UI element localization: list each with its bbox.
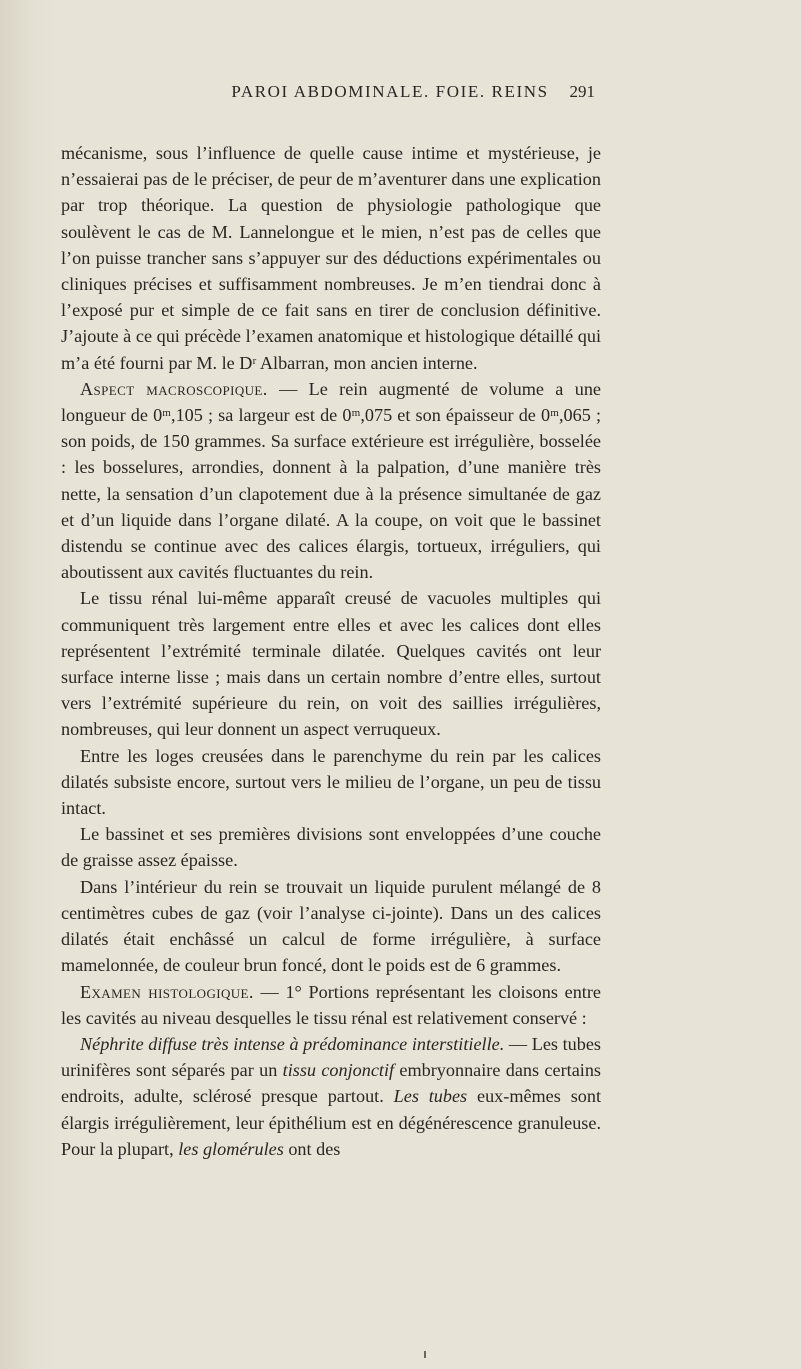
paragraph-8-italic-d: les glomérules	[178, 1138, 284, 1159]
print-mark	[424, 1351, 426, 1358]
paragraph-2-text: — Le rein augmenté de volume a une longueur de 0ᵐ,105 ; sa largeur est de 0ᵐ,075 et son épaisseur de 0ᵐ,065 ; son poids, de 150 grammes. Sa surface extérieure est irrégulière, bosselée : les bosselures, arrondies, donnent à la palpation, d’une manière très nette, la sensation d’un clapotement due à la présence simultanée de gaz et d’un liquide dans l’organe dilaté. A la coupe, on voit que le bassinet distendu se continue avec des calices élargis, tortueux, irréguliers, qui aboutissent aux cavités fluctuantes du rein.	[61, 378, 601, 583]
paragraph-8-text-c: eux-mêmes sont élargis irrégulièrement, leur épithélium est en dégénérescence granuleuse. Pour la plupart,	[61, 1086, 602, 1159]
paragraph-8-italic-c: Les tubes	[393, 1086, 468, 1107]
paragraph-8-text-d: ont des	[283, 1138, 341, 1159]
body-text	[61, 140, 601, 1162]
section-heading-histologic: Examen histologique.	[80, 981, 254, 1002]
paragraph-6: Dans l’intérieur du rein se trouvait un liquide purulent mélangé de 8 centimètres cubes de gaz (voir l’analyse ci-jointe). Dans un des calices dilatés était enchâssé un calcul de forme irrégulière, à surface mamelonnée, de couleur brun foncé, dont le poids est de 6 grammes.	[61, 876, 601, 976]
section-heading-macroscopic: Aspect macroscopique.	[80, 378, 268, 399]
paragraph-8-italic-a: Néphrite diffuse très intense à prédominance interstitielle.	[80, 1033, 505, 1054]
paragraph-1: mécanisme, sous l’influence de quelle cause intime et mystérieuse, je n’essaierai pas de le préciser, de peur de m’aventurer dans une explication par trop théorique. La question de physiologie pathologique que soulèvent le cas de M. Lannelongue et le mien, n’est pas de celles que l’on puisse trancher sans s’appuyer sur des déductions expérimentales ou cliniques précises et suffisamment nombreuses. Je m’en tiendrai donc à l’exposé pur et simple de ce fait sans en tirer de conclusion définitive. J’ajoute à ce qui précède l’examen anatomique et histologique détaillé qui m’a été fourni par M. le Dʳ Albarran, mon ancien interne.	[61, 143, 601, 373]
paragraph-7	[61, 979, 601, 1031]
paragraph-8-text-b: embryonnaire dans certains endroits, adulte, sclérosé presque partout.	[61, 1060, 601, 1107]
page-number: 291	[569, 82, 595, 101]
page-gutter-shadow	[0, 0, 56, 1369]
paragraph-5: Le bassinet et ses premières divisions sont enveloppées d’une couche de graisse assez épaisse.	[61, 824, 601, 871]
running-title: PAROI ABDOMINALE. FOIE. REINS	[231, 82, 549, 101]
paragraph-7-text: — 1° Portions représentant les cloisons entre les cavités au niveau desquelles le tissu rénal est relativement conservé :	[61, 981, 601, 1028]
paragraph-8-italic-b: tissu conjonctif	[282, 1060, 395, 1081]
paragraph-4: Entre les loges creusées dans le parenchyme du rein par les calices dilatés subsiste encore, surtout vers le milieu de l’organe, un peu de tissu intact.	[61, 745, 601, 819]
paragraph-3: Le tissu rénal lui-même apparaît creusé de vacuoles multiples qui communiquent très largement entre elles et avec les calices dont elles représentent l’extrémité terminale dilatée. Quelques cavités ont leur surface interne lisse ; mais dans un certain nombre d’entre elles, surtout vers l’extrémité supérieure du rein, on voit des saillies irrégulières, nombreuses, qui leur donnent un aspect verruqueux.	[61, 588, 601, 740]
paragraph-8-text-a: — Les tubes urinifères sont séparés par un	[61, 1033, 601, 1081]
paragraph-8	[61, 1031, 601, 1162]
paragraph-2	[61, 376, 601, 586]
